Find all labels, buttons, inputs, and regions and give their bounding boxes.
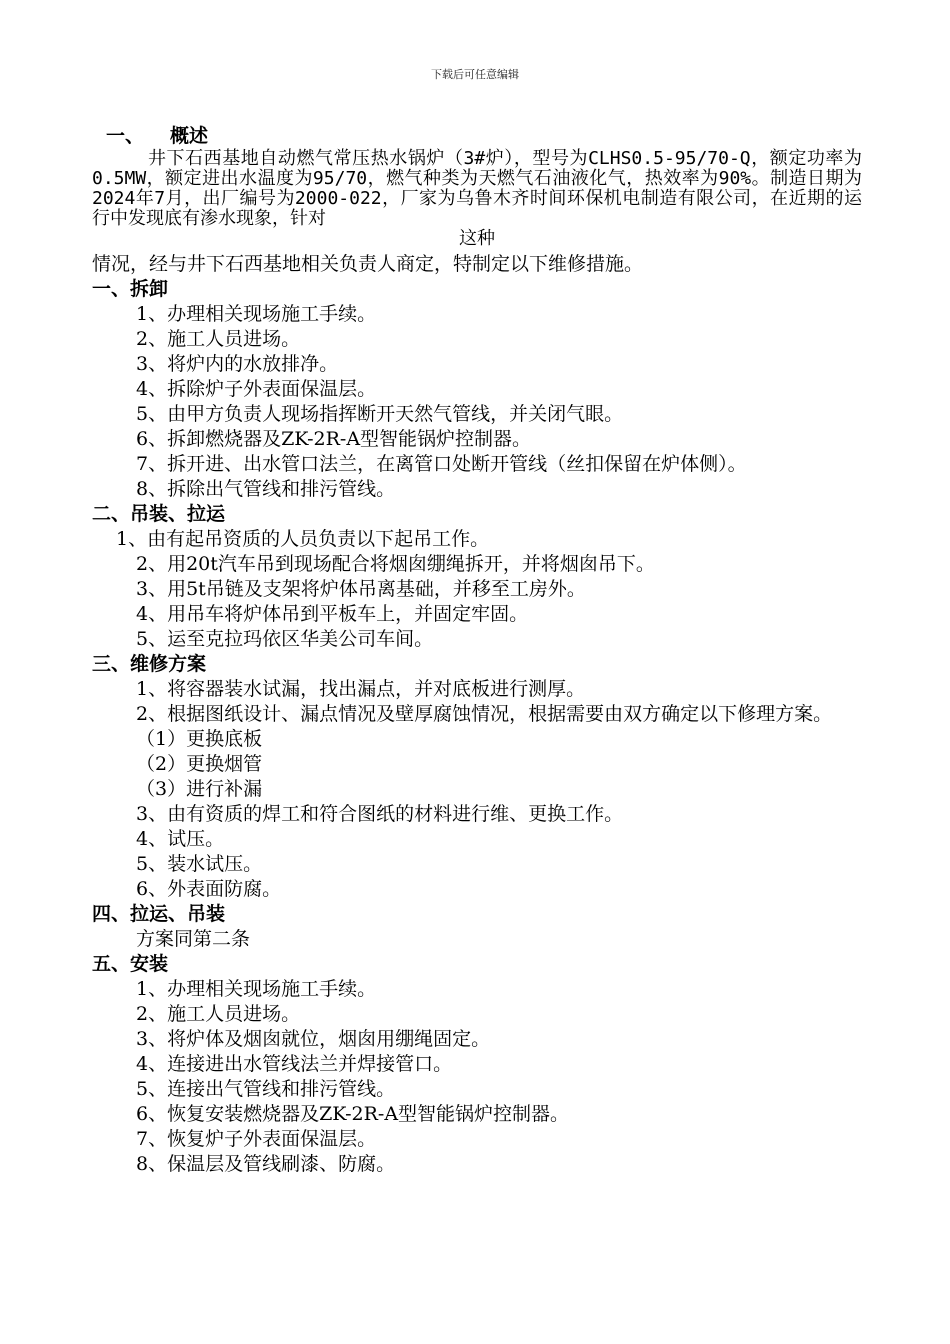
list-item: 6、拆卸燃烧器及ZK-2R-A型智能锅炉控制器。 <box>136 428 532 450</box>
list-item: 7、恢复炉子外表面保温层。 <box>136 1128 377 1150</box>
list-item: 1、办理相关现场施工手续。 <box>136 303 377 325</box>
list-item: 4、试压。 <box>136 828 225 850</box>
list-item: 7、拆开进、出水管口法兰，在离管口处断开管线（丝扣保留在炉体侧）。 <box>136 453 747 475</box>
section-title-disassembly: 一、拆卸 <box>92 278 169 300</box>
section-title-installation: 五、安装 <box>92 953 169 975</box>
sub-list-item: （2）更换烟管 <box>136 753 263 775</box>
list-item: 5、运至克拉玛依区华美公司车间。 <box>136 628 434 650</box>
list-item: 8、保温层及管线刷漆、防腐。 <box>136 1153 396 1175</box>
sub-list-item: （3）进行补漏 <box>136 778 263 800</box>
list-item: 4、连接进出水管线法兰并焊接管口。 <box>136 1053 453 1075</box>
list-item: 6、恢复安装燃烧器及ZK-2R-A型智能锅炉控制器。 <box>136 1103 570 1125</box>
list-item: 6、外表面防腐。 <box>136 878 282 900</box>
overview-title: 概述 <box>170 125 209 147</box>
list-item: 3、由有资质的焊工和符合图纸的材料进行维、更换工作。 <box>136 803 624 825</box>
list-item: 8、拆除出气管线和排污管线。 <box>136 478 396 500</box>
document-body <box>92 124 862 1177</box>
list-item: 2、用20t汽车吊到现场配合将烟囱绷绳拆开，并将烟囱吊下。 <box>136 553 655 575</box>
list-item: 1、由有起吊资质的人员负责以下起吊工作。 <box>116 528 490 550</box>
list-item: 3、用5t吊链及支架将炉体吊离基础，并移至工房外。 <box>136 578 586 600</box>
sub-list-item: （1）更换底板 <box>136 728 263 750</box>
overview-paragraph: 井下石西基地自动燃气常压热水锅炉（3#炉），型号为CLHS0.5-95/70-Q，额定功率为0.5MW，额定进出水温度为95/70，燃气种类为天燃气石油液化气，热效率为90%。制造日期为2024年7月，出厂编号为2000-022，厂家为乌鲁木齐时间环保机电制造有限公司，在近期的运行中发现底有渗水现象，针对 <box>92 148 862 229</box>
list-item: 3、将炉内的水放排净。 <box>136 353 339 375</box>
list-item: 2、施工人员进场。 <box>136 328 301 350</box>
list-item: 1、将容器装水试漏，找出漏点，并对底板进行测厚。 <box>136 678 586 700</box>
list-item: 4、用吊车将炉体吊到平板车上，并固定牢固。 <box>136 603 529 625</box>
list-item: 1、办理相关现场施工手续。 <box>136 978 377 1000</box>
section-title-transport: 四、拉运、吊装 <box>92 903 226 925</box>
list-item: 4、拆除炉子外表面保温层。 <box>136 378 377 400</box>
list-item: 2、根据图纸设计、漏点情况及壁厚腐蚀情况，根据需要由双方确定以下修理方案。 <box>136 703 833 725</box>
section-title-hoisting: 二、吊装、拉运 <box>92 503 226 525</box>
list-item: 5、连接出气管线和排污管线。 <box>136 1078 396 1100</box>
header-note: 下载后可任意编辑 <box>431 68 519 81</box>
list-item: 方案同第二条 <box>136 928 251 950</box>
section-title-repair-plan: 三、维修方案 <box>92 653 207 675</box>
overview-heading <box>92 124 862 149</box>
list-item: 5、由甲方负责人现场指挥断开天然气管线，并关闭气眼。 <box>136 403 624 425</box>
list-item: 3、将炉体及烟囱就位，烟囱用绷绳固定。 <box>136 1028 491 1050</box>
list-item: 2、施工人员进场。 <box>136 1003 301 1025</box>
overview-paragraph-tail: 这种 <box>459 228 495 249</box>
overview-closing: 情况，经与井下石西基地相关负责人商定，特制定以下维修措施。 <box>92 253 644 275</box>
list-item: 5、装水试压。 <box>136 853 263 875</box>
overview-number: 一、 <box>106 125 145 147</box>
